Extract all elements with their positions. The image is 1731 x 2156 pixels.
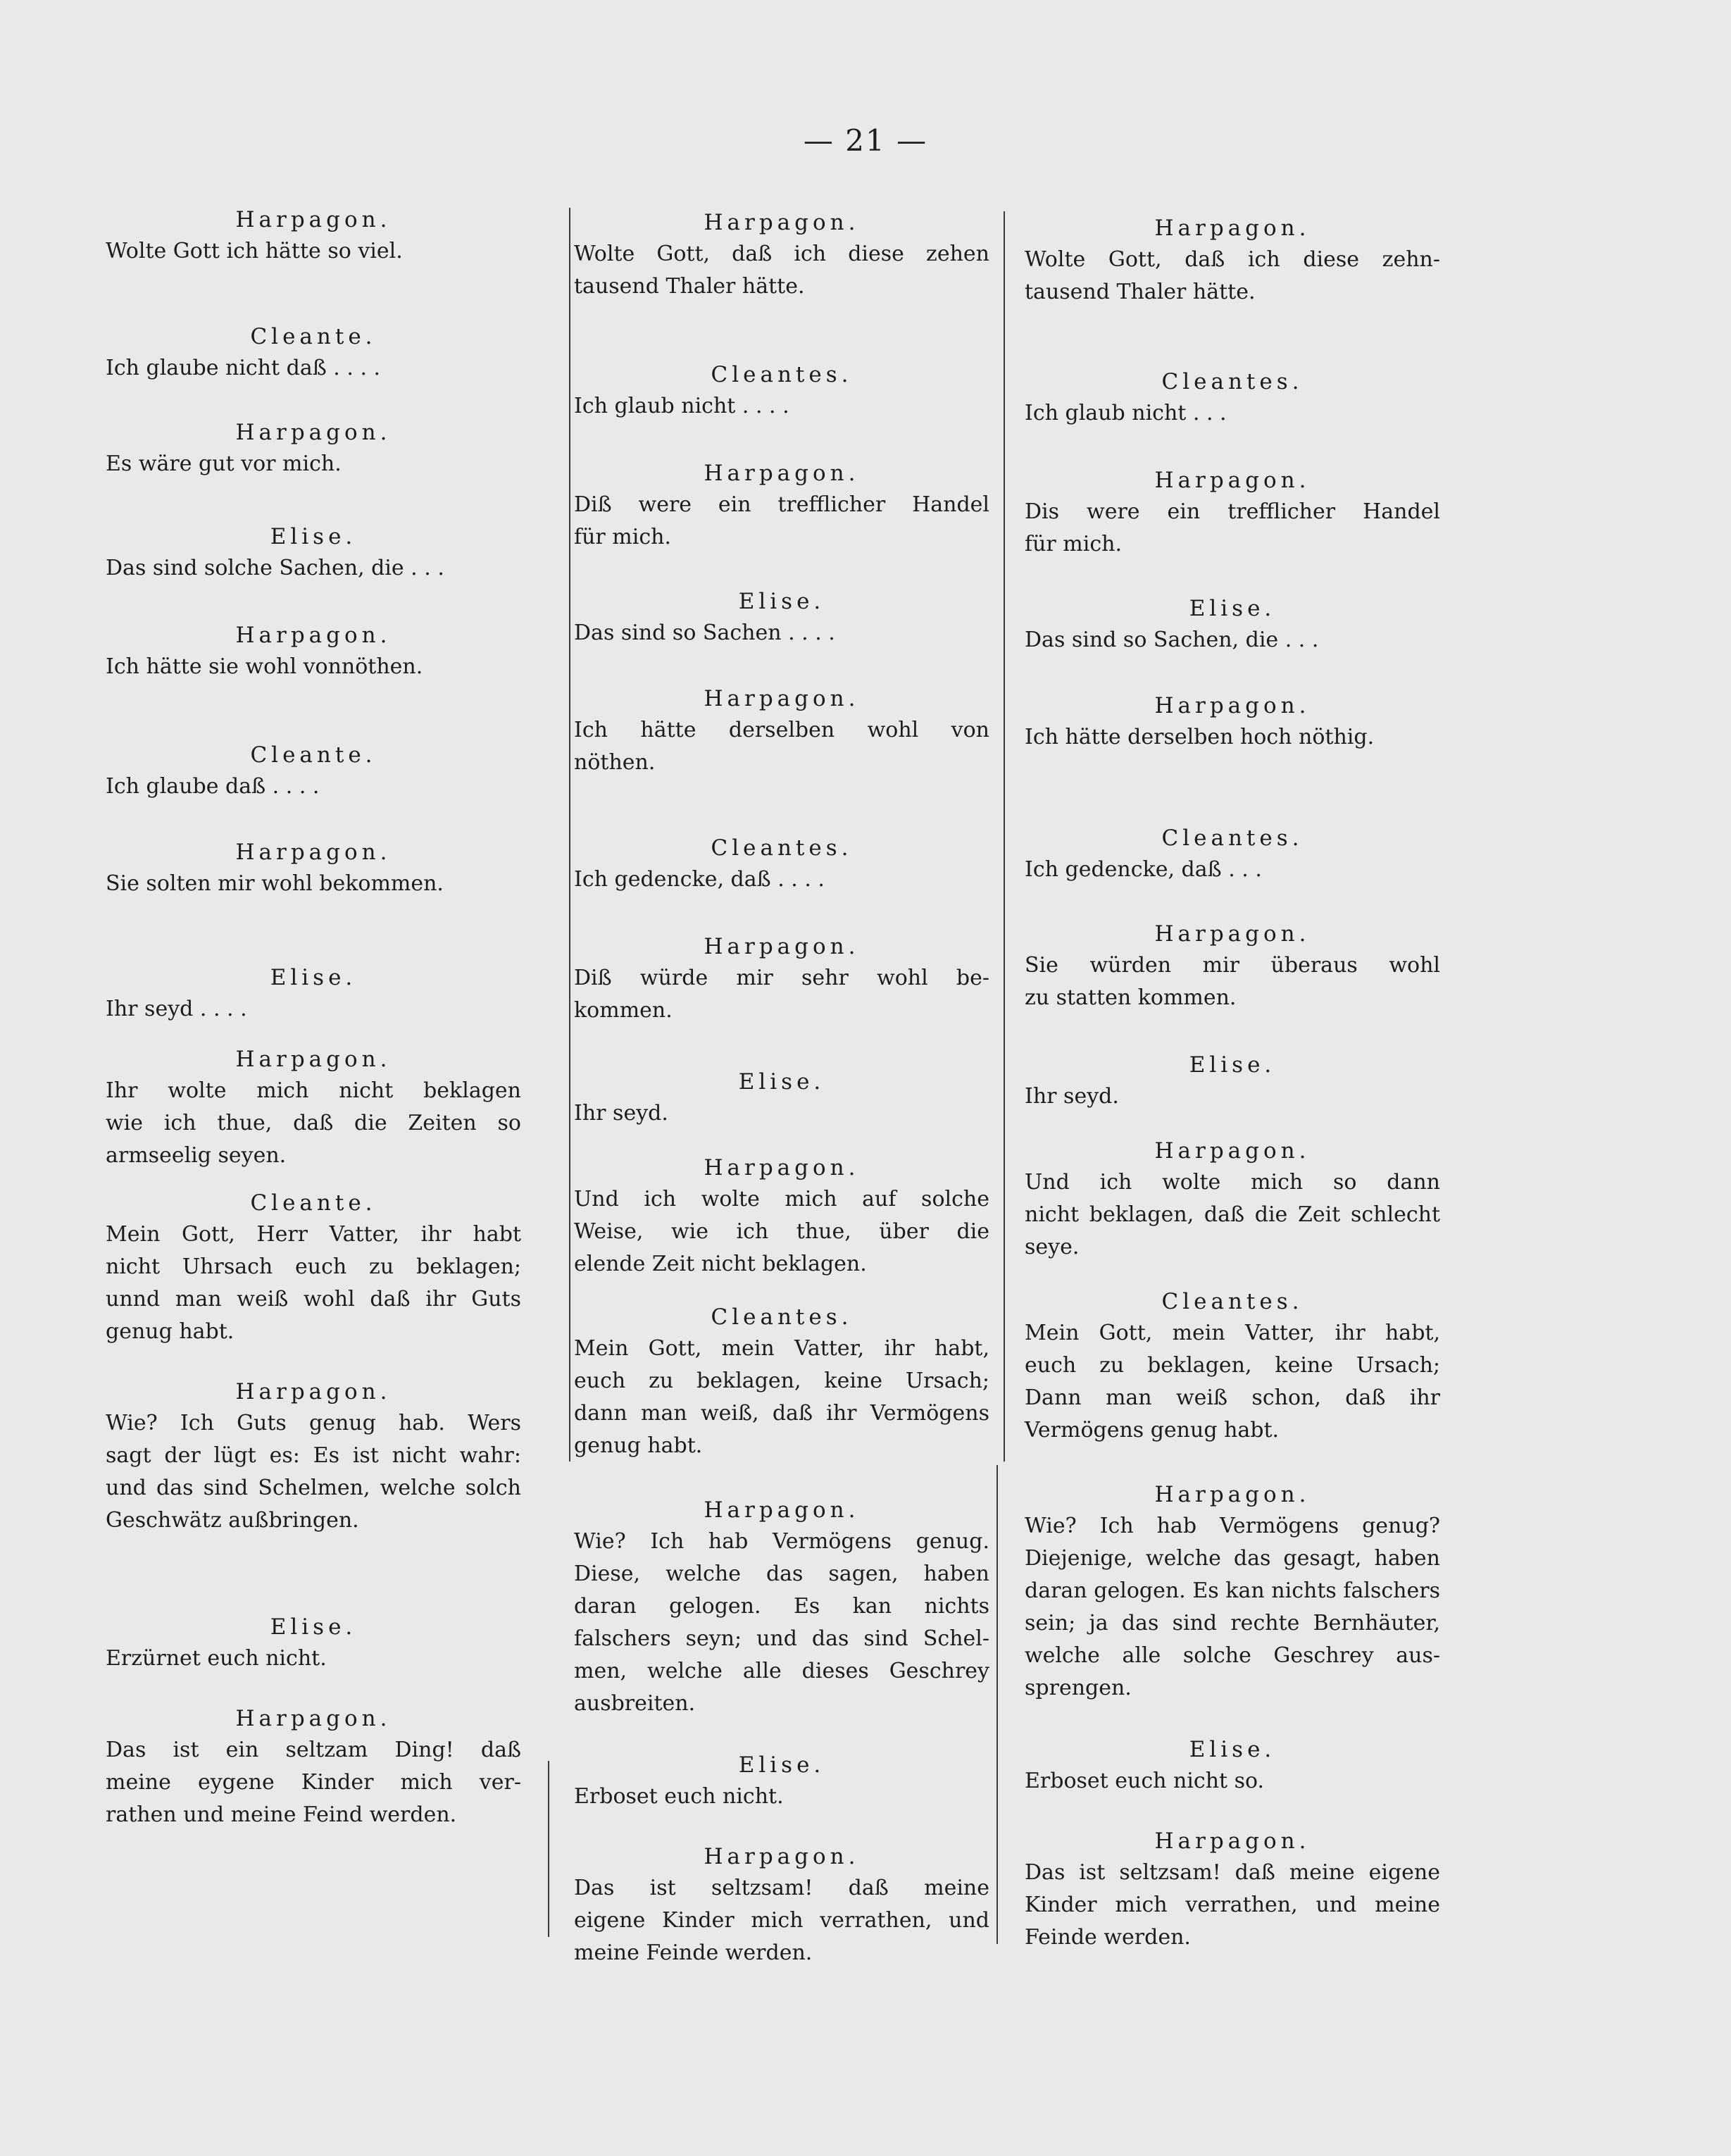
speech-block: [106, 962, 521, 1026]
speaker-name: Elise.: [1189, 596, 1276, 621]
dialogue-line: Ich hätte sie wohl vonnöthen.: [106, 654, 423, 679]
dialogue-line: Ich glaube nicht daß . . . .: [106, 356, 381, 380]
dialogue-line: Das ist ein seltzam Ding! daß: [106, 1738, 521, 1762]
dialogue-line: Diß würde mir sehr wohl be-: [574, 966, 989, 990]
speech-block: [1025, 1049, 1440, 1113]
dialogue-line: euch zu beklagen, keine Ursach;: [574, 1369, 989, 1393]
dialogue-line: Ihr seyd.: [574, 1101, 668, 1126]
dialogue-line: Das sind so Sachen . . . .: [574, 621, 835, 645]
dialogue-line: Es wäre gut vor mich.: [106, 451, 342, 476]
speaker-name: Elise.: [270, 965, 357, 990]
dialogue-line: Erboset euch nicht.: [574, 1784, 784, 1809]
dialogue-line: Mein Gott, mein Vatter, ihr habt,: [1025, 1321, 1440, 1345]
speaker-name: Harpagon.: [704, 1155, 860, 1180]
dialogue-line: Erzürnet euch nicht.: [106, 1646, 327, 1671]
dialogue-line: unnd man weiß wohl daß ihr Guts: [106, 1287, 521, 1311]
dialogue-line: seye.: [1025, 1235, 1080, 1259]
speech-block: [106, 740, 521, 803]
speech-block: [1025, 366, 1440, 430]
dialogue-line: tausend Thaler hätte.: [574, 274, 805, 299]
dialogue-line: Geschwätz außbringen.: [106, 1508, 359, 1533]
speech-block: [1025, 1286, 1440, 1447]
dialogue-line: armseelig seyen.: [106, 1143, 287, 1168]
dialogue-line: zu statten kommen.: [1025, 985, 1237, 1010]
dialogue-line: kommen.: [574, 998, 673, 1023]
speaker-name: Harpagon.: [1154, 693, 1311, 718]
speaker-name: Cleante.: [250, 742, 377, 768]
text-column-3: [1025, 197, 1440, 1954]
dialogue-line: tausend Thaler hätte.: [1025, 280, 1256, 304]
dialogue-line: nöthen.: [574, 750, 656, 775]
speech-block: [1025, 465, 1440, 561]
speech-block: [574, 458, 989, 554]
dialogue-line: genug habt.: [106, 1319, 235, 1344]
speech-block: [574, 931, 989, 1027]
speaker-name: Harpagon.: [235, 1047, 392, 1072]
speech-block: [106, 321, 521, 385]
speech-block: [1025, 1135, 1440, 1264]
speech-block: [106, 1703, 521, 1831]
dialogue-line: men, welche alle dieses Geschrey: [574, 1659, 989, 1683]
speaker-name: Elise.: [270, 524, 357, 549]
speech-block: [1025, 690, 1440, 754]
dialogue-line: Und ich wolte mich so dann: [1025, 1170, 1440, 1195]
dialogue-line: Wolte Gott ich hätte so viel.: [106, 239, 403, 263]
dialogue-line: Dann man weiß schon, daß ihr: [1025, 1385, 1440, 1410]
dialogue-line: meine eygene Kinder mich ver-: [106, 1770, 521, 1795]
column-divider: [996, 1465, 998, 1944]
dialogue-line: Erboset euch nicht so.: [1025, 1769, 1265, 1793]
speech-block: [574, 1841, 989, 1969]
speaker-name: Harpagon.: [1154, 1828, 1311, 1854]
dialogue-line: ausbreiten.: [574, 1691, 696, 1716]
column-divider: [569, 208, 570, 1462]
speaker-name: Elise.: [738, 589, 825, 614]
speech-block: [574, 833, 989, 896]
speech-block: [1025, 918, 1440, 1014]
dialogue-line: für mich.: [574, 525, 672, 549]
dialogue-line: Wolte Gott, daß ich diese zehn-: [1025, 247, 1440, 272]
speaker-name: Harpagon.: [704, 1497, 860, 1523]
dialogue-line: Diß were ein trefflicher Handel: [574, 492, 989, 517]
dialogue-line: rathen und meine Feind werden.: [106, 1802, 457, 1827]
dialogue-line: dann man weiß, daß ihr Vermögens: [574, 1401, 989, 1426]
dialogue-line: nicht beklagen, daß die Zeit schlecht: [1025, 1202, 1440, 1227]
speech-block: [574, 1066, 989, 1130]
dialogue-line: sagt der lügt es: Es ist nicht wahr:: [106, 1443, 521, 1468]
dialogue-line: Das sind so Sachen, die . . .: [1025, 628, 1319, 652]
dialogue-line: Ich hätte derselben hoch nöthig.: [1025, 725, 1375, 749]
speaker-name: Harpagon.: [235, 840, 392, 865]
dialogue-line: Ich hätte derselben wohl von: [574, 718, 989, 742]
speaker-name: Elise.: [1189, 1737, 1276, 1762]
speaker-name: Elise.: [270, 1614, 357, 1640]
speaker-name: Cleantes.: [1161, 369, 1304, 394]
text-column-2: [574, 197, 989, 1969]
dialogue-line: daran gelogen. Es kan nichts: [574, 1594, 989, 1619]
dialogue-line: und das sind Schelmen, welche solch: [106, 1476, 521, 1500]
dialogue-line: Ich glaub nicht . . . .: [574, 394, 789, 418]
dialogue-line: Ihr seyd . . . .: [106, 997, 247, 1021]
speech-block: [574, 1495, 989, 1720]
dialogue-line: sein; ja das sind rechte Bernhäuter,: [1025, 1611, 1440, 1635]
speech-block: [574, 1152, 989, 1280]
dialogue-line: Dis were ein trefflicher Handel: [1025, 499, 1440, 524]
dialogue-line: Wie? Ich hab Vermögens genug.: [574, 1529, 989, 1554]
dialogue-line: wie ich thue, daß die Zeiten so: [106, 1111, 521, 1135]
dialogue-line: Sie würden mir überaus wohl: [1025, 953, 1440, 978]
speaker-name: Harpagon.: [704, 461, 860, 486]
speaker-name: Harpagon.: [704, 210, 860, 235]
dialogue-line: Ihr seyd.: [1025, 1084, 1119, 1109]
dialogue-line: Vermögens genug habt.: [1025, 1418, 1280, 1442]
speaker-name: Harpagon.: [235, 1706, 392, 1731]
speech-block: [1025, 823, 1440, 886]
speaker-name: Cleantes.: [711, 835, 853, 861]
dialogue-line: eigene Kinder mich verrathen, und: [574, 1908, 989, 1933]
dialogue-line: genug habt.: [574, 1433, 703, 1458]
dialogue-line: falschers seyn; und das sind Schel-: [574, 1626, 989, 1651]
speaker-name: Cleantes.: [711, 362, 853, 387]
speech-block: [106, 1376, 521, 1537]
dialogue-line: Mein Gott, mein Vatter, ihr habt,: [574, 1336, 989, 1361]
speaker-name: Elise.: [738, 1752, 825, 1778]
speech-block: [574, 359, 989, 423]
speaker-name: Harpagon.: [235, 420, 392, 445]
speech-block: [106, 204, 521, 268]
speaker-name: Harpagon.: [1154, 216, 1311, 241]
dialogue-line: euch zu beklagen, keine Ursach;: [1025, 1353, 1440, 1378]
dialogue-line: Wie? Ich hab Vermögens genug?: [1025, 1514, 1440, 1538]
speaker-name: Harpagon.: [235, 207, 392, 232]
dialogue-line: nicht Uhrsach euch zu beklagen;: [106, 1254, 521, 1279]
dialogue-line: Ich gedencke, daß . . .: [1025, 857, 1262, 882]
speech-block: [106, 417, 521, 480]
dialogue-line: Ich glaube daß . . . .: [106, 774, 320, 799]
speech-block: [106, 1188, 521, 1348]
dialogue-line: Weise, wie ich thue, über die: [574, 1219, 989, 1244]
speaker-name: Harpagon.: [704, 686, 860, 711]
speech-block: [106, 521, 521, 585]
speaker-name: Cleantes.: [1161, 1289, 1304, 1314]
dialogue-line: sprengen.: [1025, 1676, 1132, 1700]
dialogue-line: Das ist seltzsam! daß meine eigene: [1025, 1860, 1440, 1885]
dialogue-line: Mein Gott, Herr Vatter, ihr habt: [106, 1222, 521, 1247]
dialogue-line: für mich.: [1025, 532, 1123, 556]
text-column-1: [106, 197, 521, 1831]
speaker-name: Harpagon.: [235, 623, 392, 648]
speaker-name: Harpagon.: [1154, 468, 1311, 493]
dialogue-line: Ich gedencke, daß . . . .: [574, 867, 825, 892]
speech-block: [1025, 1734, 1440, 1797]
speech-block: [1025, 213, 1440, 309]
speaker-name: Cleantes.: [1161, 825, 1304, 851]
speaker-name: Harpagon.: [704, 934, 860, 959]
dialogue-line: meine Feinde werden.: [574, 1940, 813, 1965]
speaker-name: Harpagon.: [1154, 1138, 1311, 1164]
speech-block: [574, 207, 989, 303]
speaker-name: Cleantes.: [711, 1304, 853, 1330]
dialogue-line: Diese, welche das sagen, haben: [574, 1562, 989, 1586]
speaker-name: Cleante.: [250, 1190, 377, 1216]
speaker-name: Harpagon.: [704, 1844, 860, 1869]
dialogue-line: Feinde werden.: [1025, 1925, 1191, 1950]
speech-block: [106, 620, 521, 683]
speaker-name: Elise.: [1189, 1052, 1276, 1078]
column-divider: [548, 1761, 549, 1937]
dialogue-line: Wie? Ich Guts genug hab. Wers: [106, 1411, 521, 1435]
speech-block: [1025, 1826, 1440, 1954]
speech-block: [106, 837, 521, 900]
speaker-name: Harpagon.: [1154, 1482, 1311, 1507]
speech-block: [1025, 593, 1440, 656]
dialogue-line: Das sind solche Sachen, die . . .: [106, 556, 444, 580]
dialogue-line: Ich glaub nicht . . .: [1025, 401, 1227, 425]
speech-block: [106, 1612, 521, 1675]
dialogue-line: Wolte Gott, daß ich diese zehen: [574, 242, 989, 266]
dialogue-line: Und ich wolte mich auf solche: [574, 1187, 989, 1211]
speech-block: [574, 1750, 989, 1813]
speech-block: [574, 1302, 989, 1462]
dialogue-line: Das ist seltzsam! daß meine: [574, 1876, 989, 1900]
column-divider: [1004, 211, 1005, 1462]
speaker-name: Harpagon.: [1154, 921, 1311, 947]
page-number: — 21 —: [803, 123, 928, 158]
dialogue-line: daran gelogen. Es kan nichts falschers: [1025, 1578, 1440, 1603]
speaker-name: Elise.: [738, 1069, 825, 1095]
dialogue-line: Sie solten mir wohl bekommen.: [106, 871, 444, 896]
dialogue-line: welche alle solche Geschrey aus-: [1025, 1643, 1440, 1668]
dialogue-line: Diejenige, welche das gesagt, haben: [1025, 1546, 1440, 1571]
speech-block: [1025, 1479, 1440, 1705]
speech-block: [574, 586, 989, 649]
speaker-name: Harpagon.: [235, 1379, 392, 1404]
speaker-name: Cleante.: [250, 324, 377, 349]
dialogue-line: Ihr wolte mich nicht beklagen: [106, 1078, 521, 1103]
dialogue-line: elende Zeit nicht beklagen.: [574, 1252, 867, 1276]
speech-block: [574, 683, 989, 779]
dialogue-line: Kinder mich verrathen, und meine: [1025, 1893, 1440, 1917]
speech-block: [106, 1044, 521, 1172]
